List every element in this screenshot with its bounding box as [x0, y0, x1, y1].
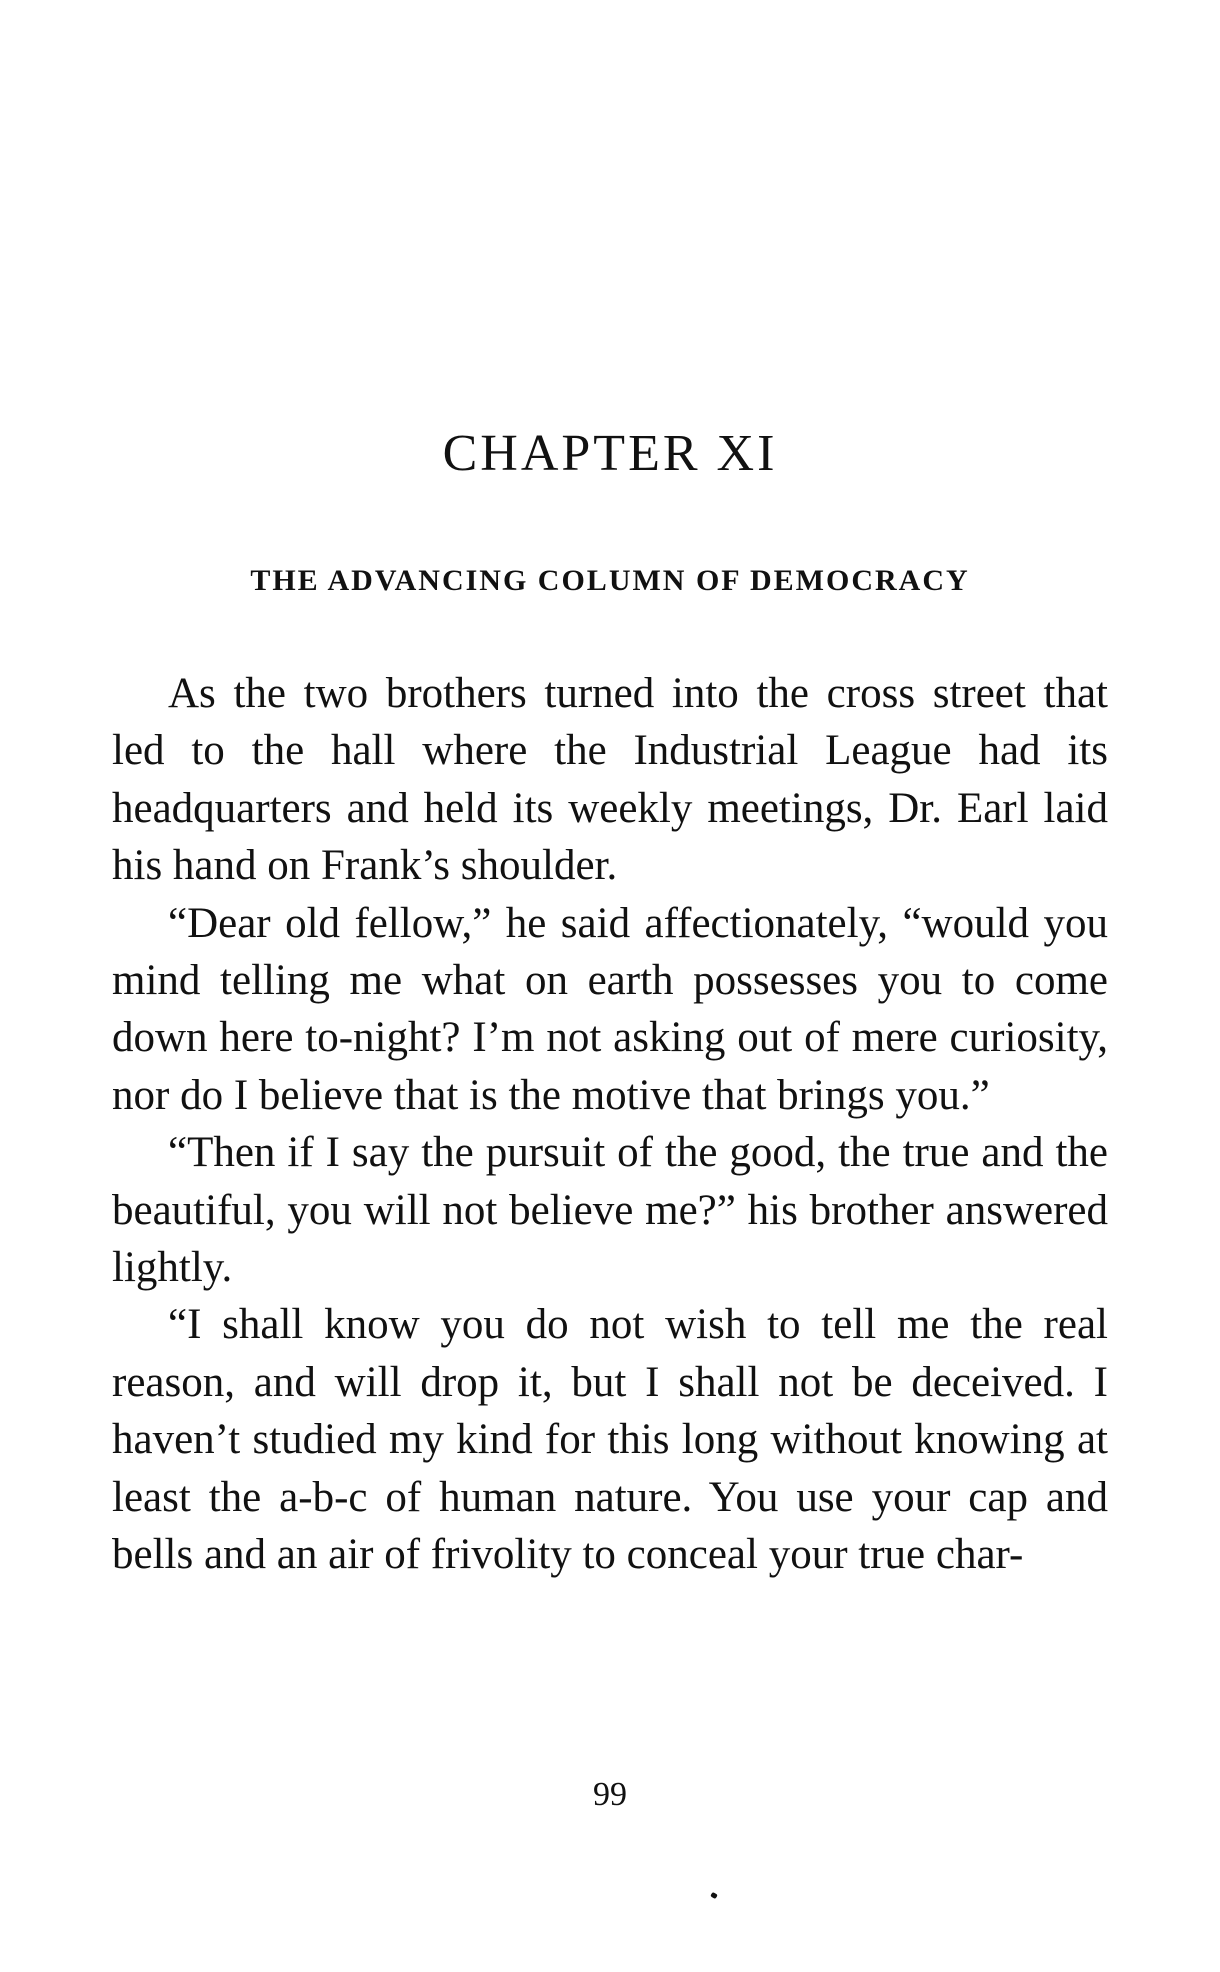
chapter-subtitle: THE ADVANCING COLUMN OF DEMOCRACY — [250, 564, 970, 597]
paragraph-4: “I shall know you do not wish to tell me the real reason, and will drop it, but I shall not be deceived. I haven’t studied my kind for this long without knowing at least the a-b-c of human nature. You use your cap and bells and an air of frivolity to conceal your true char- — [112, 1301, 1108, 1579]
paragraph-3: “Then if I say the pursuit of the good, the true and the beautiful, you will not believe me?” his brother answered lightly. — [112, 1129, 1108, 1292]
page-number: 99 — [593, 1776, 627, 1813]
paragraph-2: “Dear old fellow,” he said affectionately, “would you mind telling me what on earth possesses you to come down here to-night? I’m not asking out of mere curiosity, nor do I believe that is the motive that brings you.” — [112, 899, 1108, 1119]
chapter-body — [112, 665, 1108, 1584]
ink-speck — [710, 1892, 718, 1899]
paragraph-1: As the two brothers turned into the cross street that led to the hall where the Industrial League had its headquarters and held its weekly meetings, Dr. Earl laid his hand on Frank’s shoulder. — [112, 670, 1108, 890]
chapter-title: CHAPTER XI — [442, 425, 778, 482]
